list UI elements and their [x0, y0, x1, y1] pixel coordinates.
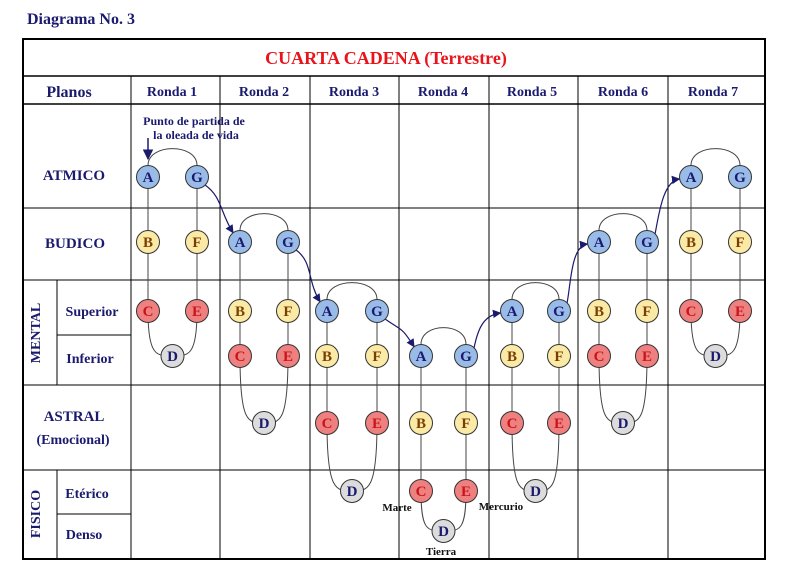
plane-label-atmico: ATMICO — [42, 168, 106, 184]
round-header-4: Ronda 4 — [417, 85, 469, 100]
globe-label: B — [593, 304, 605, 320]
globe-label: B — [415, 416, 427, 432]
globe-label: C — [234, 349, 246, 365]
globe-label: F — [554, 349, 564, 365]
round-header-3: Ronda 3 — [328, 85, 380, 100]
globe-label: G — [641, 235, 653, 251]
plane-label-astral: ASTRAL — [43, 409, 105, 425]
round-arrow-4-to-5 — [474, 313, 500, 348]
globe-label: D — [346, 484, 358, 500]
globe-label: G — [553, 304, 565, 320]
globe-label: C — [321, 416, 333, 432]
globe-label: E — [734, 304, 746, 320]
globe-label: G — [371, 304, 383, 320]
round-header-5: Ronda 5 — [506, 85, 558, 100]
chain-top-arc — [599, 214, 647, 231]
plane-label-budico: BUDICO — [44, 236, 106, 252]
plane-label-denso: Denso — [65, 528, 103, 543]
globe-label: A — [321, 304, 333, 320]
globe-label: A — [593, 235, 605, 251]
globe-label: D — [710, 349, 721, 365]
chain-links — [148, 149, 740, 531]
globe-label: G — [191, 170, 203, 186]
plane-label-fisico: FISICO — [29, 489, 44, 539]
round-transition-arrows — [205, 179, 679, 348]
globe-label: E — [191, 304, 203, 320]
globe-label: A — [685, 170, 697, 186]
globe-label: C — [142, 304, 154, 320]
plane-label-superior: Superior — [65, 305, 119, 320]
globe-label: F — [283, 304, 293, 320]
chain-top-arc — [512, 283, 559, 300]
chain-top-arc — [421, 328, 466, 345]
round-header-1: Ronda 1 — [146, 85, 198, 100]
globe-label: B — [321, 349, 333, 365]
globe-label: E — [460, 484, 472, 500]
globe-label: C — [506, 416, 518, 432]
globe-label: E — [553, 416, 565, 432]
globe-label: B — [506, 349, 518, 365]
start-point-label-line2: la oleada de vida — [153, 128, 239, 142]
globe-label: B — [142, 235, 154, 251]
globe-label: C — [685, 304, 697, 320]
globe-label: E — [282, 349, 294, 365]
round-arrow-2-to-3 — [296, 250, 320, 302]
globe-nodes — [137, 166, 752, 543]
mercurio-label: Mercurio — [478, 501, 524, 513]
tierra-label: Tierra — [425, 546, 457, 558]
globe-label: C — [415, 484, 427, 500]
globe-label: A — [234, 235, 246, 251]
plane-label-eterico: Etérico — [65, 487, 109, 502]
globe-label: C — [593, 349, 605, 365]
round-arrow-6-to-7 — [655, 179, 679, 234]
globe-label: G — [460, 349, 472, 365]
globe-label: B — [234, 304, 246, 320]
globe-label: F — [461, 416, 471, 432]
marte-label: Marte — [382, 502, 412, 514]
chain-top-arc — [240, 214, 288, 231]
globe-label: D — [617, 416, 629, 432]
globe-label: F — [372, 349, 382, 365]
globe-label: G — [734, 170, 746, 186]
plane-label-emocional: (Emocional) — [36, 433, 110, 448]
globe-label: A — [506, 304, 518, 320]
globe-label: D — [167, 349, 178, 365]
globe-label: B — [685, 235, 697, 251]
round-arrow-5-to-6 — [567, 244, 587, 303]
globe-label: F — [642, 304, 652, 320]
plane-label-mental: MENTAL — [29, 302, 44, 364]
globe-label: A — [415, 349, 427, 365]
chain-top-arc — [327, 283, 377, 300]
globe-label: E — [641, 349, 653, 365]
chain-top-arc — [691, 149, 740, 166]
plane-label-inferior: Inferior — [66, 352, 114, 367]
table-grid — [23, 39, 765, 559]
globe-label: D — [258, 416, 270, 432]
globe-label: F — [192, 235, 202, 251]
globe-label: G — [282, 235, 294, 251]
round-header-7: Ronda 7 — [687, 85, 739, 100]
round-arrow-3-to-4 — [385, 319, 414, 347]
chain-title: CUARTA CADENA (Terrestre) — [265, 48, 507, 68]
round-arrow-1-to-2 — [205, 185, 233, 233]
planes-header: Planos — [46, 84, 92, 101]
chain-top-arc — [148, 149, 197, 166]
globe-label: A — [142, 170, 154, 186]
globe-label: E — [371, 416, 383, 432]
start-point-label-line1: Punto de partida de — [143, 114, 245, 128]
round-header-2: Ronda 2 — [238, 85, 290, 100]
globe-label: D — [438, 524, 449, 540]
globe-label: D — [530, 484, 541, 500]
round-header-6: Ronda 6 — [597, 85, 649, 100]
globe-label: F — [735, 235, 745, 251]
diagram-label: Diagrama No. 3 — [27, 11, 135, 28]
